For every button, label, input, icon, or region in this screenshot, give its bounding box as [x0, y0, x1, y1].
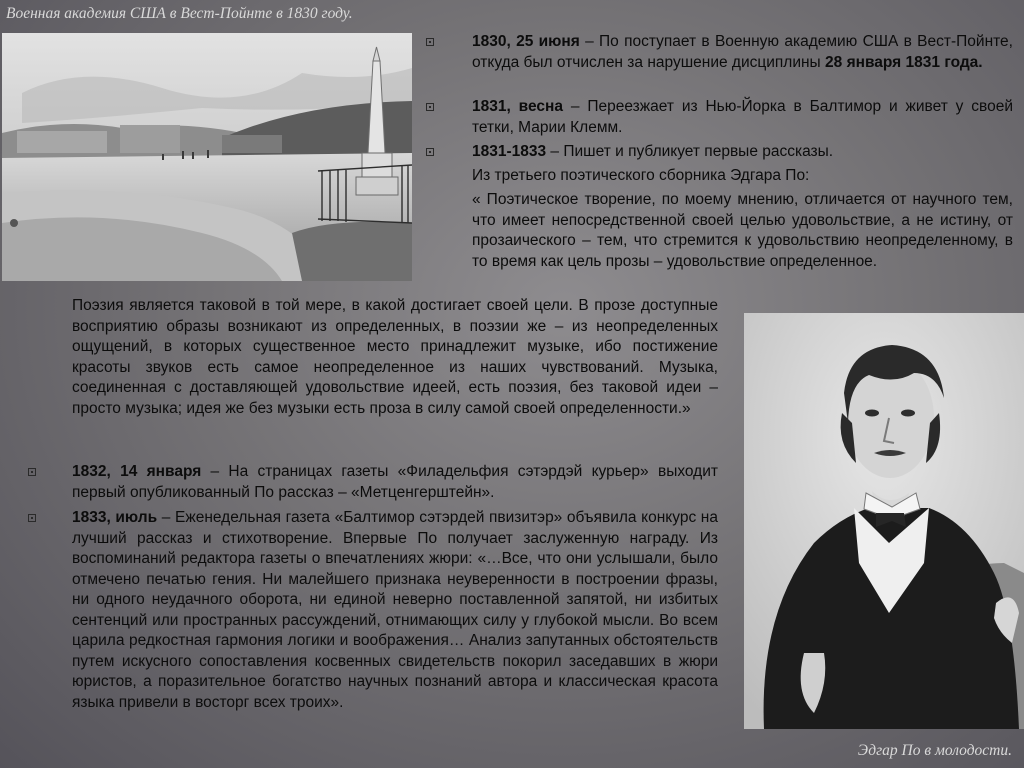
bullet-icon [426, 103, 434, 111]
quote-intro: Из третьего поэтического сборника Эдгара По: [472, 167, 810, 184]
bullet-icon [28, 468, 36, 476]
timeline-text: – На страницах газеты «Филадельфия сэтэрдэй курьер» выходит первый опубликованный По рассказ – «Метценгерштейн». [72, 463, 718, 501]
timeline-text: – Пишет и публикует первые рассказы. [546, 143, 834, 160]
quote-part-2: Поэзия является таковой в той мере, в какой достигает своей цели. В прозе доступные восприятию образы возникают из определенных, в поэзии же – из неопределенных ощущений, в которых существенное место принадлежит музыке, ибо постижение красоты звуков есть самое неопределенное из наших чувствований. Музыка, соединенная с доставляющей удовольствие идеей, есть поэзия, без таковой идеи – просто музыка; идея же без музыки есть проза в силу самой своей определенности.» [72, 297, 718, 417]
timeline-entry-1830 [472, 32, 1013, 73]
timeline-text: – По поступает в Военную академию США в Вест-Пойнте, откуда был отчислен за нарушение дисциплины [472, 33, 1013, 71]
academy-photo-caption: Военная академия США в Вест-Пойнте в 1830 году. [6, 5, 353, 22]
timeline-date: 1832, 14 января [72, 463, 202, 480]
timeline-date: 1833, июль [72, 509, 158, 526]
west-point-academy-image [2, 33, 412, 281]
bullet-icon [426, 38, 434, 46]
timeline-date: 1830, 25 июня [472, 33, 580, 50]
portrait-caption: Эдгар По в молодости. [857, 742, 1012, 759]
bullet-icon [426, 148, 434, 156]
bullet-icon [28, 514, 36, 522]
edgar-poe-portrait-image [744, 313, 1024, 729]
timeline-entry-1831 [472, 97, 1013, 138]
timeline-entry-1832 [72, 462, 718, 503]
quote-part-1: « Поэтическое творение, по моему мнению, отличается от научного тем, что имеет непосредственной своей целью удовольствие, а не истину, от прозаического – тем, что стремится к удовольствию неопределенному, в то время как цель прозы – удовольствие определенное. [472, 191, 1013, 270]
timeline-text: – Переезжает из Нью-Йорка в Балтимор и живет у своей тетки, Марии Клемм. [472, 98, 1013, 136]
timeline-entry-1833 [72, 508, 718, 713]
timeline-entry-1831-1833 [472, 142, 1013, 163]
timeline-date-end: 28 января 1831 года. [825, 53, 983, 71]
timeline-date: 1831-1833 [472, 143, 547, 160]
timeline-date: 1831, весна [472, 98, 564, 115]
timeline-text: – Еженедельная газета «Балтимор сэтэрдей пвизитэр» объявила конкурс на лучший рассказ и стихотворение. Впервые По получает заслуженную награду. Из воспоминаний редактора газеты о впечатлениях жюри: «…Все, что они услышали, было отмечено печатью гения. Ни малейшего признака неуверенности в построении фразы, ни одного неудачного оборота, ни единой неверно поставленной запятой, ни избитых сентенций или пространных рассуждений, отнимающих силу у глубокой мысли. Во всем царила редкостная гармония логики и воображения… Анализ запутанных обстоятельств путем искусного сопоставления косвенных свидетельств покорил заседавших в жюри юристов, а поразительное богатство научных познаний автора и классическая красота языка привели в восторг всех троих». [72, 509, 718, 711]
